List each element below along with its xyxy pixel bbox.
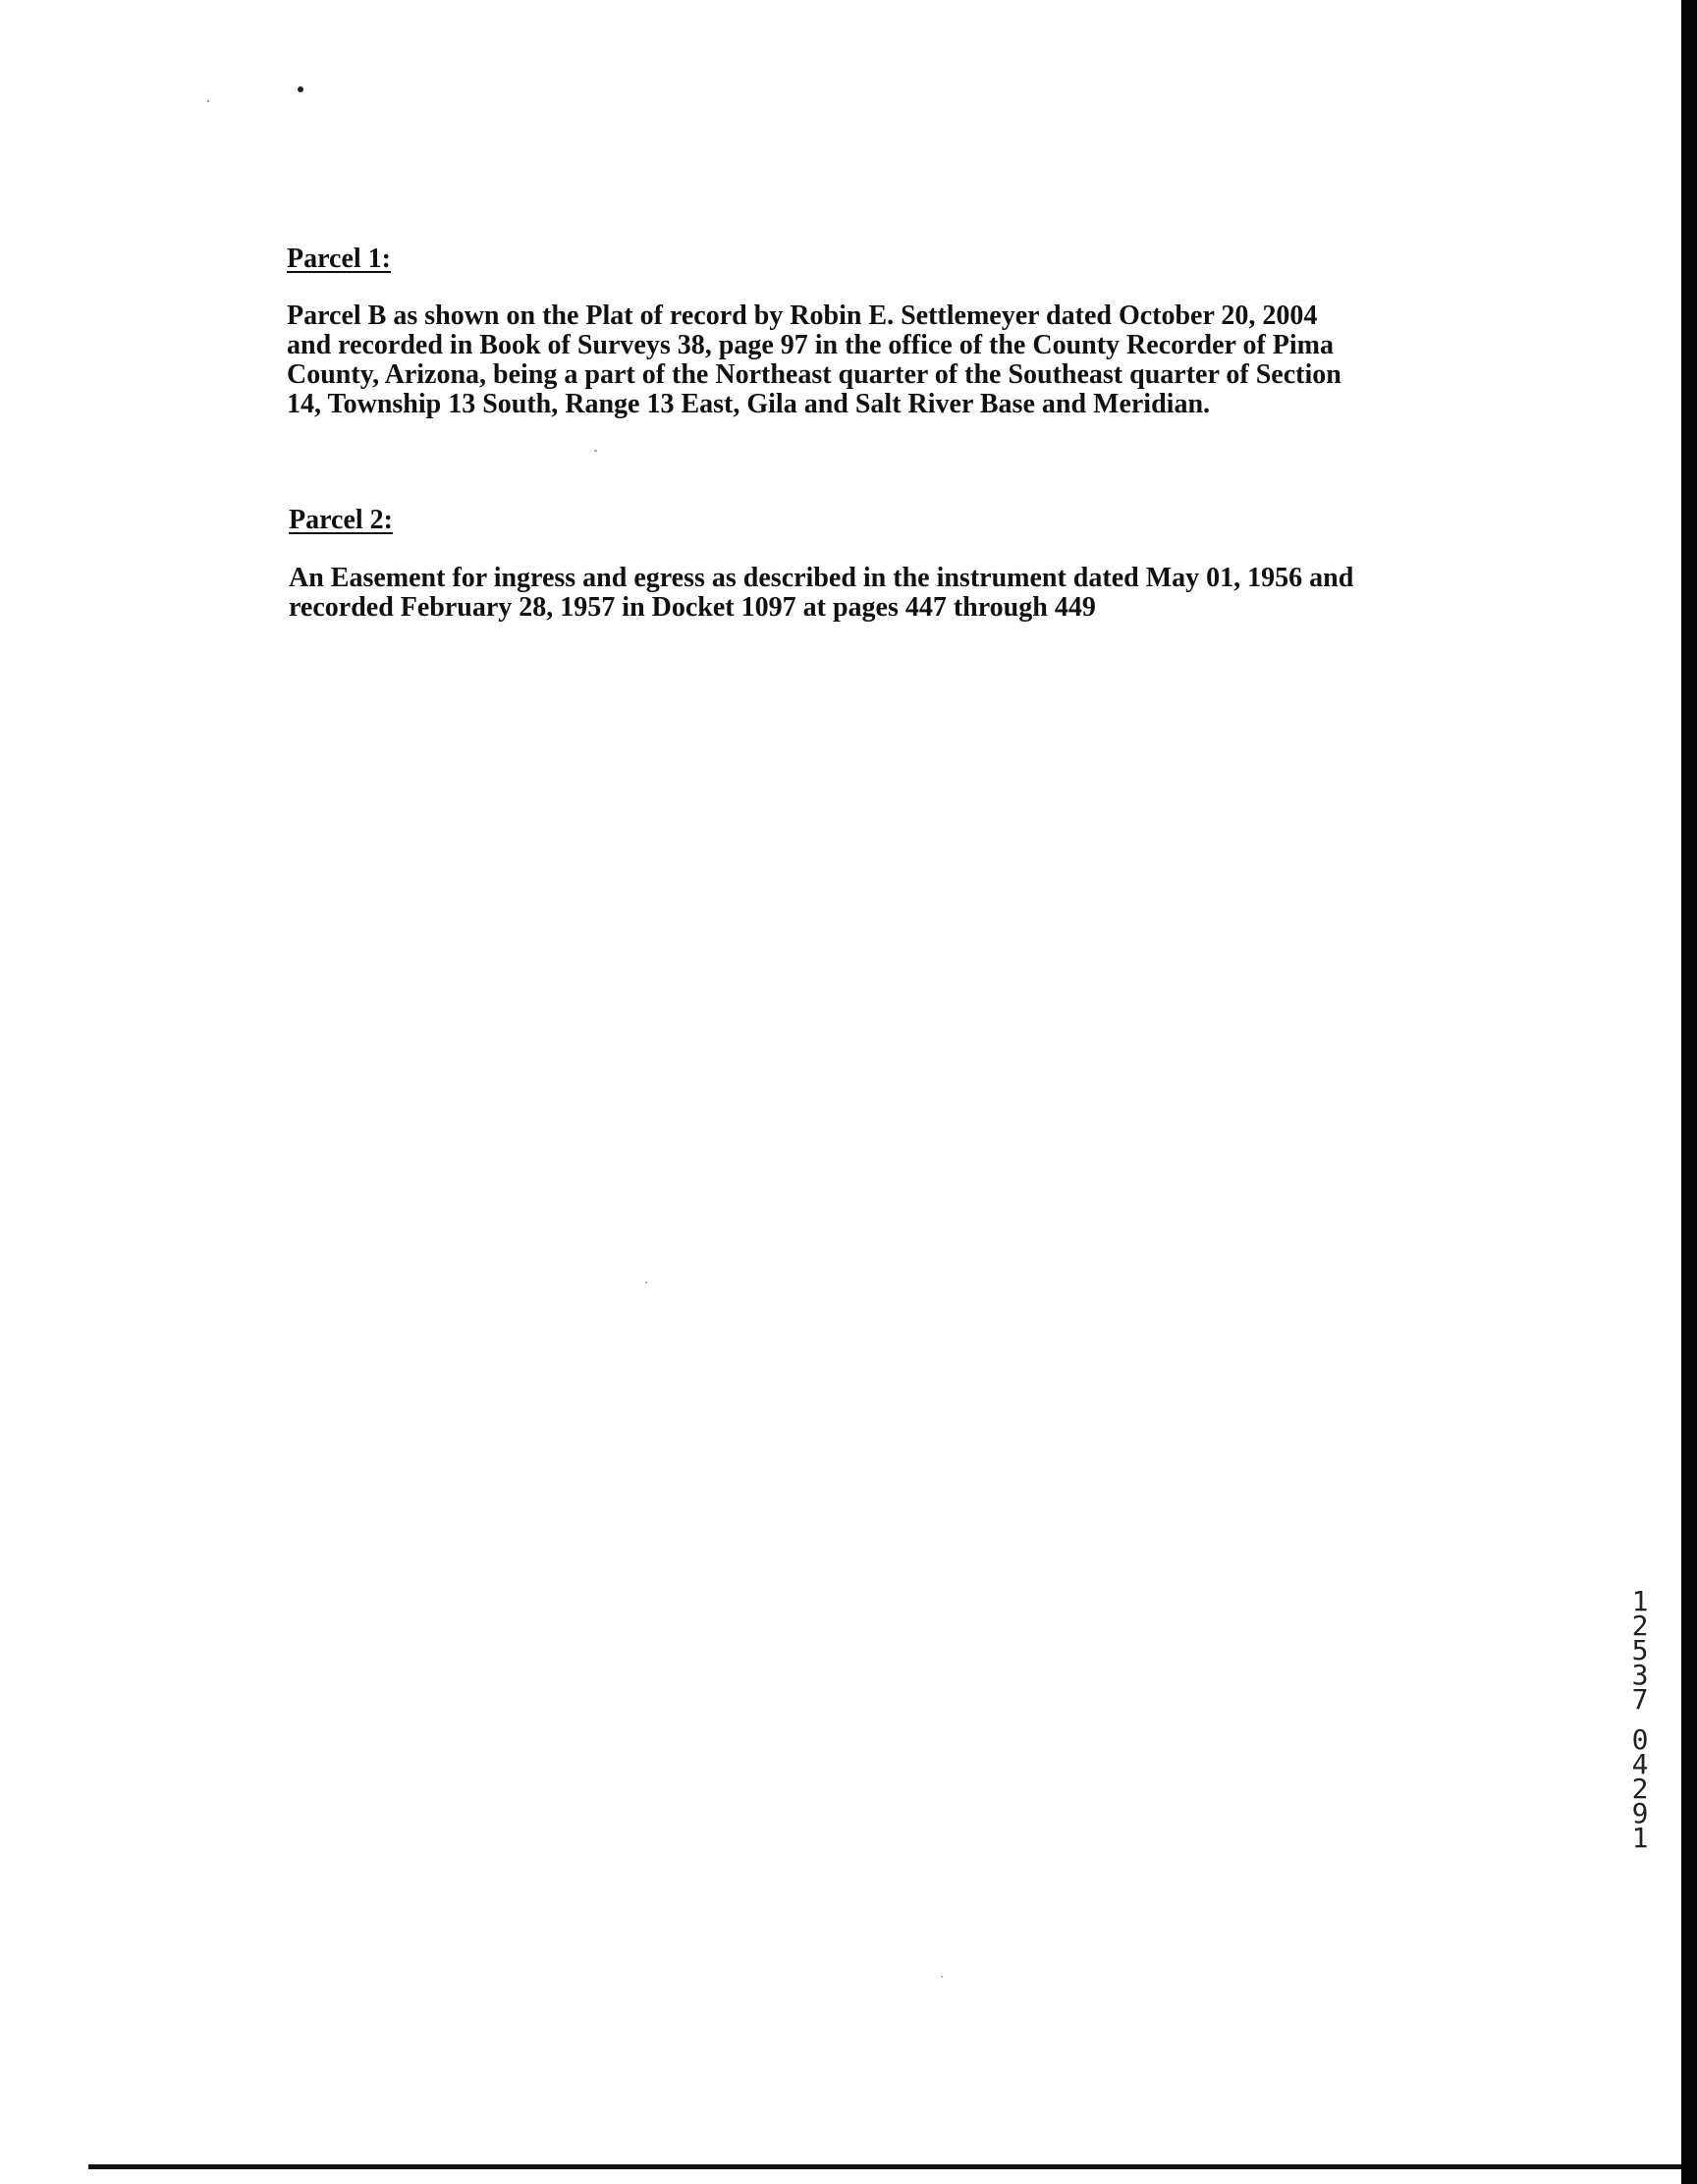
right-scan-edge — [1681, 0, 1697, 2184]
parcel-1-heading: Parcel 1: — [287, 244, 391, 274]
stamp-digit: 2 — [1631, 1610, 1649, 1642]
stamp-digit: 7 — [1631, 1683, 1649, 1716]
stamp-digit: 3 — [1631, 1659, 1649, 1691]
stamp-digit: 1 — [1631, 1585, 1649, 1617]
bottom-scan-edge — [88, 2164, 1697, 2169]
parcel-2-line: recorded February 28, 1957 in Docket 1097 at pages 447 through 449 — [289, 592, 1096, 623]
parcel-2-heading: Parcel 2: — [289, 505, 393, 535]
parcel-2-description — [289, 564, 1398, 623]
stamp-digit: 4 — [1631, 1748, 1649, 1780]
stamp-digit: 9 — [1631, 1797, 1649, 1829]
scan-speck — [645, 1282, 647, 1283]
scan-speck — [594, 450, 597, 452]
parcel-1-description — [287, 301, 1396, 419]
parcel-1-line: Parcel B as shown on the Plat of record by Robin E. Settlemeyer dated October 20, 2004 — [287, 300, 1318, 331]
parcel-2-line: An Easement for ingress and egress as described in the instrument dated May 01, 1956 and — [289, 563, 1354, 593]
parcel-1-line: County, Arizona, being a part of the Northeast quarter of the Southeast quarter of Section — [287, 359, 1341, 390]
stamp-digit: 1 — [1631, 1822, 1649, 1854]
recording-stamp — [1620, 1585, 1660, 1854]
stamp-digit: 5 — [1631, 1634, 1649, 1666]
scan-speck — [941, 1976, 943, 1978]
stamp-digit: 2 — [1631, 1773, 1649, 1805]
scan-speck — [207, 100, 209, 102]
scan-speck — [298, 86, 303, 92]
stamp-digit: 0 — [1631, 1723, 1649, 1756]
parcel-1-line: and recorded in Book of Surveys 38, page 97 in the office of the County Recorder of Pima — [287, 330, 1334, 360]
parcel-1-line: 14, Township 13 South, Range 13 East, Gila and Salt River Base and Meridian. — [287, 389, 1211, 419]
